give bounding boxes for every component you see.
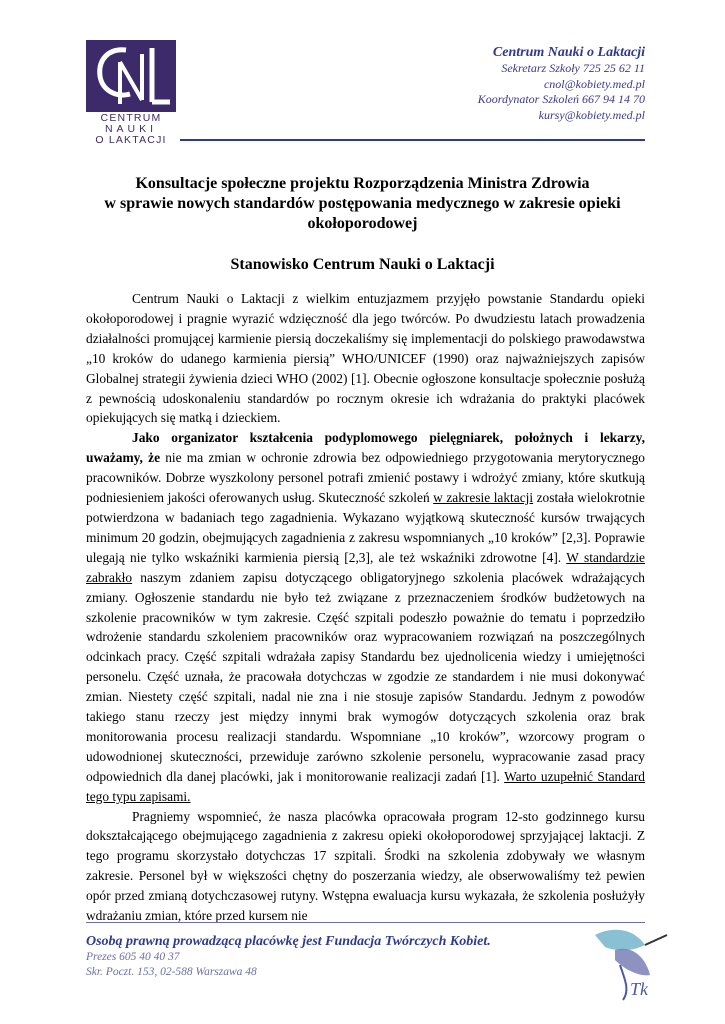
org-name: Centrum Nauki o Laktacji <box>492 45 645 60</box>
header-divider <box>180 139 645 141</box>
footer-divider <box>86 922 645 923</box>
footer-foundation: Osobą prawną prowadzącą placówkę jest Fundacja Twórczych Kobiet. <box>86 934 491 949</box>
document-body <box>86 289 645 926</box>
logo-line: NAUKI <box>104 123 158 135</box>
paragraph: Jako organizator kształcenia podyplomowego pielęgniarek, położnych i lekarzy, uważamy, że nie ma zmian w ochronie zdrowia bez odpowiedniego przygotowania merytorycznego pracowników. Dobrze wyszkolony personel potrafi zmienić postawy i wdrożyć zmiany, które skutkują podniesieniem jakości oferowanych usług. Skuteczność szkoleń w zakresie laktacji została wielokrotnie potwierdzona w badaniach tego zagadnienia. Wykazano wyjątkową skuteczność kursów trwających minimum 20 godzin, obejmujących zagadnienia z zakresu wspomnianych „10 kroków” [2,3]. Poprawie ulegają nie tylko wskaźniki karmienia piersią [2,3], ale też wskaźniki zdrowotne [4]. W standardzie zabrakło naszym zdaniem zapisu dotyczącego obligatoryjnego szkolenia placówek wdrażających zmiany. Ogłoszenie standardu nie było też związane z przeznaczeniem środków budżetowych na szkolenie pracowników w tym zakresie. Część szpitali podeszło poważnie do tematu i poprzedziło wdrożenie standardu szkoleniem pracowników oraz wypracowaniem rozwiązań na poszczególnych odcinkach pracy. Część szpitali wdrażała zapisy Standardu bez ujednolicenia wiedzy i umiejętności personelu. Część uznała, że pracowała dotychczas w zgodzie ze standardem i nie musi dokonywać zmian. Niestety część szpitali, nadal nie zna i nie stosuje zapisów Standardu. Jednym z powodów takiego stanu rzeczy jest między innymi brak wymogów dotyczących szkolenia oraz brak monitorowania procesu realizacji standardu. Wspomniane „10 kroków”, wzorcowy program o udowodnionej skuteczności, przewiduje zarówno szkolenie personelu, wypracowanie zasad pracy odpowiednich dla danej placówki, jak i monitorowanie realizacji zadań [1]. Warto uzupełnić Standard tego typu zapisami. <box>86 430 646 804</box>
document-subtitle: Stanowisko Centrum Nauki o Laktacji <box>230 256 495 273</box>
courses-email-link[interactable]: kursy@kobiety.med.pl <box>538 107 645 122</box>
document-title <box>70 174 655 234</box>
secretary-phone: Sekretarz Szkoły 725 25 62 11 <box>501 61 645 75</box>
footer-president: Prezes 605 40 40 37 <box>86 951 180 963</box>
hummingbird-icon <box>575 905 675 1005</box>
header-contact <box>478 44 645 123</box>
bold-lead: Jako organizator kształcenia podyplomowego pielęgniarek, położnych i lekarzy, uważamy, że <box>86 430 645 466</box>
logo-text <box>86 113 176 146</box>
underlined-text: w zakresie laktacji <box>433 490 534 506</box>
coordinator-phone: Koordynator Szkoleń 667 94 14 70 <box>477 92 645 106</box>
logo-line: O LAKTACJI <box>95 134 167 146</box>
footer <box>86 934 491 980</box>
title-line: okołoporodowej <box>307 215 418 232</box>
svg-text:Tk: Tk <box>630 979 648 999</box>
logo-line: CENTRUM <box>100 112 162 124</box>
title-line: w sprawie nowych standardów postępowania medycznego w zakresie opieki <box>104 195 621 212</box>
paragraph: Pragniemy wspomnieć, że nasza placówka opracowała program 12-sto godzinnego kursu dokształcającego obejmującego zagadnienia z zakresu opieki okołoporodowej sprzyjającej laktacji. Z tego programu skorzystało dotychczas 17 szpitali. Środki na szkolenia zdobywały we własnym zakresie. Personel był w większości chętny do poszerzania wiedzy, ale obserwowaliśmy też pewien opór przed zmianą dotychczasowej rutyny. Wstępna ewaluacja kursu wykazała, że szkolenia posłużyły wdrażaniu zmian, które przed kursem nie <box>86 808 645 924</box>
footer-address: Skr. Poczt. 153, 02-588 Warszawa 48 <box>86 966 257 978</box>
title-line: Konsultacje społeczne projektu Rozporządzenia Ministra Zdrowia <box>135 175 590 192</box>
underlined-text: Warto uzupełnić Standard tego typu zapisami. <box>86 768 646 804</box>
paragraph: Centrum Nauki o Laktacji z wielkim entuzjazmem przyjęło powstanie Standardu opieki okołoporodowej i pragnie wyrazić wdzięczność dla jego twórców. Po dwudziestu latach prowadzenia działalności promującej karmienie piersią doczekaliśmy się implementacji do polskiego prawodawstwa „10 kroków do udanego karmienia piersią” WHO/UNICEF (1990) oraz najważniejszych zapisów Globalnej strategii żywienia dzieci WHO (2002) [1]. Obecnie ogłoszone konsultacje społecznie posłużą z pewnością udoskonaleniu standardów po rocznym okresie ich wdrażania do praktyki placówek opiekujących się matką i dzieckiem. <box>86 291 645 426</box>
underlined-text: W standardzie zabrakło <box>86 549 646 585</box>
email-link[interactable]: cnol@kobiety.med.pl <box>543 76 645 91</box>
